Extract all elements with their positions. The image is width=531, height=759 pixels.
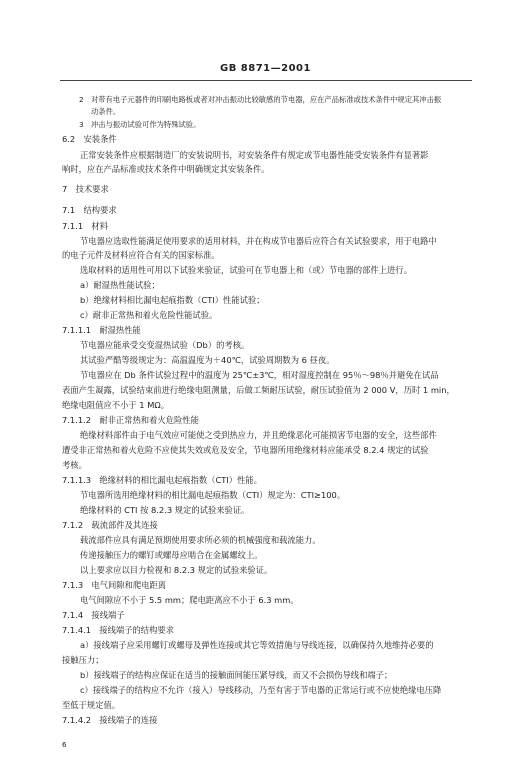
header-rule <box>60 80 472 81</box>
text-line: 节电器应在 Db 条件试验过程中的温度为 25℃±3℃，相对湿度控制在 95％～98％并避免在试品 <box>80 370 439 380</box>
text-line: 传递接触压力的螺钉或螺母应啮合在金属螺纹上。 <box>80 550 263 560</box>
section-heading: 7.1.4.1 接线端子的结构要求 <box>62 625 174 635</box>
text-line: 2 对带有电子元器件的印刷电路板或者对冲击振动比较敏感的节电器，应在产品标准或技术条件中规定其冲击振 <box>79 95 442 104</box>
text-line: 接触压力； <box>62 655 104 665</box>
page-number: 6 <box>62 741 67 749</box>
text-line: 绝缘电阻值应不小于 1 MΩ。 <box>62 400 170 410</box>
section-heading: 7.1.3 电气间隙和爬电距离 <box>62 580 167 590</box>
section-heading: 7.1.1.1 耐湿热性能 <box>62 325 141 335</box>
text-line: 以上要求应以目力检视和 8.2.3 规定的试验来验证。 <box>80 565 273 575</box>
section-heading: 7.1 结构要求 <box>62 205 117 215</box>
section-heading: 6.2 安装条件 <box>62 134 117 144</box>
text-line: 正常安装条件应根据制造厂的安装说明书，对安装条件有规定或节电器性能受安装条件有显著影 <box>80 150 429 160</box>
text-line: 表面产生凝露，试验结束前进行绝缘电阻测量，后做工频耐压试验，耐压试验值为 2 000 V，历时 1 min， <box>62 385 455 395</box>
text-line: 节电器应能承受交变湿热试验（Db）的考核。 <box>80 340 250 350</box>
section-heading: 7.1.2 载流部件及其连接 <box>62 520 158 530</box>
standard-header: GB 8871—2001 <box>220 63 311 74</box>
section-heading: 7.1.1.2 耐非正常热和着火危险性能 <box>62 415 199 425</box>
text-line: a）接线端子应采用螺钉或螺母及弹性连接或其它等效措施与导线连接，以确保持久地维持必要的 <box>80 640 434 650</box>
text-line: 载流部件应具有满足预期使用要求所必须的机械强度和载流能力。 <box>80 535 321 545</box>
text-line: b）接线端子的结构应保证在适当的接触面间能压紧导线，而又不会损伤导线和端子； <box>80 670 393 680</box>
text-line: 响时，应在产品标准或技术条件中明确规定其安装条件。 <box>62 164 270 174</box>
text-line: 至低于规定值。 <box>62 700 121 710</box>
text-line: a）耐湿热性能试验； <box>80 280 160 290</box>
text-line: 其试验严酷等级规定为：高温温度为＋40℃，试验周期数为 6 昼夜。 <box>80 355 335 365</box>
text-line: 选取材料的适用性可用以下试验来验证，试验可在节电器上和（或）节电器的部件上进行。 <box>80 265 412 275</box>
section-heading: 7.1.1.3 绝缘材料的相比漏电起痕指数（CTI）性能。 <box>62 475 262 485</box>
text-line: 3 冲击与振动试验可作为特殊试验。 <box>79 120 201 129</box>
text-line: 电气间隙应不小于 5.5 mm；爬电距离应不小于 6.3 mm。 <box>80 595 299 605</box>
text-line: 节电器所选用绝缘材料的相比漏电起痕指数（CTI）规定为：CTI≥100。 <box>80 490 346 500</box>
text-line: c）接线端子的结构应不允许（接入）导线移动，乃至有害于节电器的正常运行或不应使绝缘电压降 <box>80 685 442 695</box>
section-heading: 7 技术要求 <box>62 184 109 194</box>
text-line: 的电子元件及材料应符合有关的国家标准。 <box>62 250 220 260</box>
text-line: c）耐非正常热和着火危险性能试验。 <box>80 310 218 320</box>
text-line: 动条件。 <box>91 107 121 116</box>
section-heading: 7.1.1 材料 <box>62 221 109 231</box>
text-line: 绝缘材料的 CTI 按 8.2.3 规定的试验来验证。 <box>80 505 250 515</box>
text-line: 遭受非正常热和着火危险不应使其失效或危及安全，节电器所用绝缘材料应能承受 8.2.4 规定的试验 <box>62 445 429 455</box>
text-line: 考核。 <box>62 460 87 470</box>
section-heading: 7.1.4 接线端子 <box>62 610 125 620</box>
section-heading: 7.1.4.2 接线端子的连接 <box>62 715 158 725</box>
text-line: 节电器应选取性能满足使用要求的适用材料，并在构成节电器后应符合有关试验要求，用于电路中 <box>80 236 437 246</box>
text-line: 绝缘材料部件由于电气效应可能使之受到热应力，并且绝缘恶化可能损害节电器的安全，这些部件 <box>80 430 437 440</box>
text-line: b）绝缘材料相比漏电起痕指数（CTI）性能试验； <box>80 295 265 305</box>
